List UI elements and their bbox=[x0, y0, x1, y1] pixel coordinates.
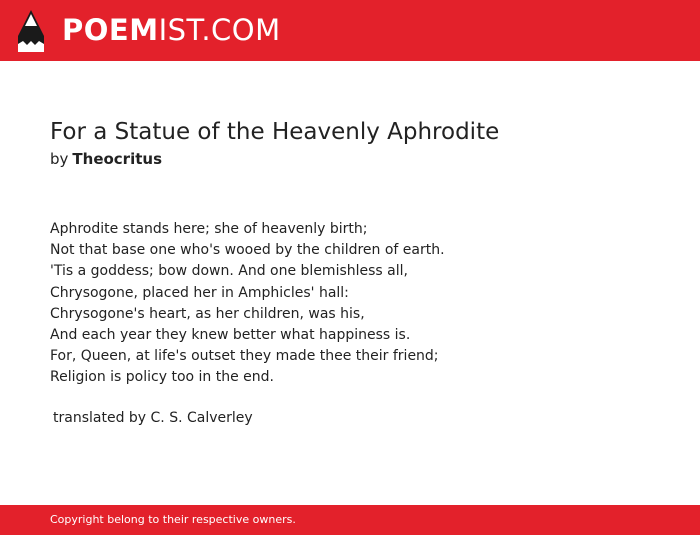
poem-line: For, Queen, at life's outset they made thee their friend; bbox=[50, 348, 439, 365]
poem-line: And each year they knew better what happiness is. bbox=[50, 326, 411, 343]
byline bbox=[50, 149, 162, 169]
site-header bbox=[0, 0, 700, 61]
poem-line: Aphrodite stands here; she of heavenly birth; bbox=[50, 221, 368, 237]
poem-line: 'Tis a goddess; bow down. And one blemishless all, bbox=[50, 263, 408, 280]
pencil-icon[interactable] bbox=[18, 10, 44, 52]
logo-bold-text: POEM bbox=[62, 13, 159, 47]
site-footer bbox=[0, 505, 700, 535]
poem-line: Not that base one who's wooed by the children of earth. bbox=[50, 242, 445, 259]
poem-line: Chrysogone, placed her in Amphicles' hall: bbox=[50, 284, 349, 301]
poem-title: For a Statue of the Heavenly Aphrodite bbox=[50, 119, 500, 145]
translator-credit: translated by C. S. Calverley bbox=[53, 410, 253, 426]
author-name: Theocritus bbox=[72, 150, 163, 168]
poem-line: Religion is policy too in the end. bbox=[50, 369, 274, 386]
copyright-notice: Copyright belong to their respective owners. bbox=[50, 513, 296, 526]
by-label: by bbox=[50, 150, 69, 168]
poem-body bbox=[50, 219, 445, 389]
poem-line: Chrysogone's heart, as her children, was his, bbox=[50, 305, 365, 322]
site-logo[interactable] bbox=[62, 11, 281, 49]
logo-light-text: IST.COM bbox=[158, 13, 281, 47]
